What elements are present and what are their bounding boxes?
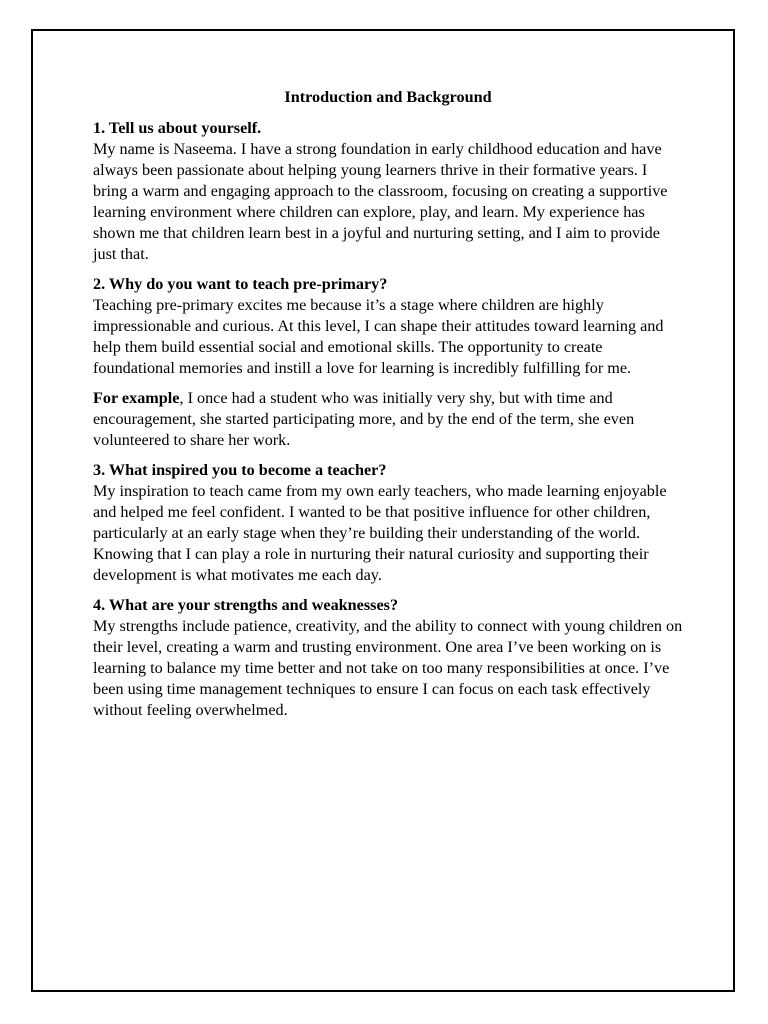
- document-body: [93, 87, 683, 730]
- section-strengths-weaknesses: [93, 595, 683, 721]
- question-heading: 1. Tell us about yourself.: [93, 119, 262, 137]
- section-why-pre-primary: [93, 274, 683, 379]
- example-paragraph: [93, 388, 683, 451]
- question-heading: 4. What are your strengths and weaknesses?: [93, 596, 399, 614]
- answer-paragraph: My name is Naseema. I have a strong foundation in early childhood education and have always been passionate about helping young learners thrive in their formative years. I bring a warm and engaging approach to the classroom, focusing on creating a supportive learning environment where children can explore, play, and learn. My experience has shown me that children learn best in a joyful and nurturing setting, and I aim to provide just that.: [93, 140, 668, 263]
- answer-paragraph: My strengths include patience, creativity, and the ability to connect with young children on their level, creating a warm and trusting environment. One area I’ve been working on is learning to balance my time better and not take on too many responsibilities at once. I’ve been using time management techniques to ensure I can focus on each task effectively without feeling overwhelmed.: [93, 617, 683, 719]
- answer-paragraph: Teaching pre-primary excites me because it’s a stage where children are highly impressionable and curious. At this level, I can shape their attitudes toward learning and help them build essential social and emotional skills. The opportunity to create foundational memories and instill a love for learning is incredibly fulfilling for me.: [93, 296, 664, 377]
- section-about-yourself: [93, 118, 683, 265]
- document-title: Introduction and Background: [284, 88, 492, 106]
- question-heading: 2. Why do you want to teach pre-primary?: [93, 275, 388, 293]
- answer-paragraph: My inspiration to teach came from my own early teachers, who made learning enjoyable and helped me feel confident. I wanted to be that positive influence for other children, particularly at an early stage when they’re building their understanding of the world. Knowing that I can play a role in nurturing their natural curiosity and supporting their development is what motivates me each day.: [93, 482, 667, 584]
- section-inspiration: [93, 460, 683, 586]
- question-heading: 3. What inspired you to become a teacher?: [93, 461, 387, 479]
- example-label: For example: [93, 389, 180, 407]
- example-text: , I once had a student who was initially very shy, but with time and encouragement, she started participating more, and by the end of the term, she even volunteered to share her work.: [93, 389, 635, 449]
